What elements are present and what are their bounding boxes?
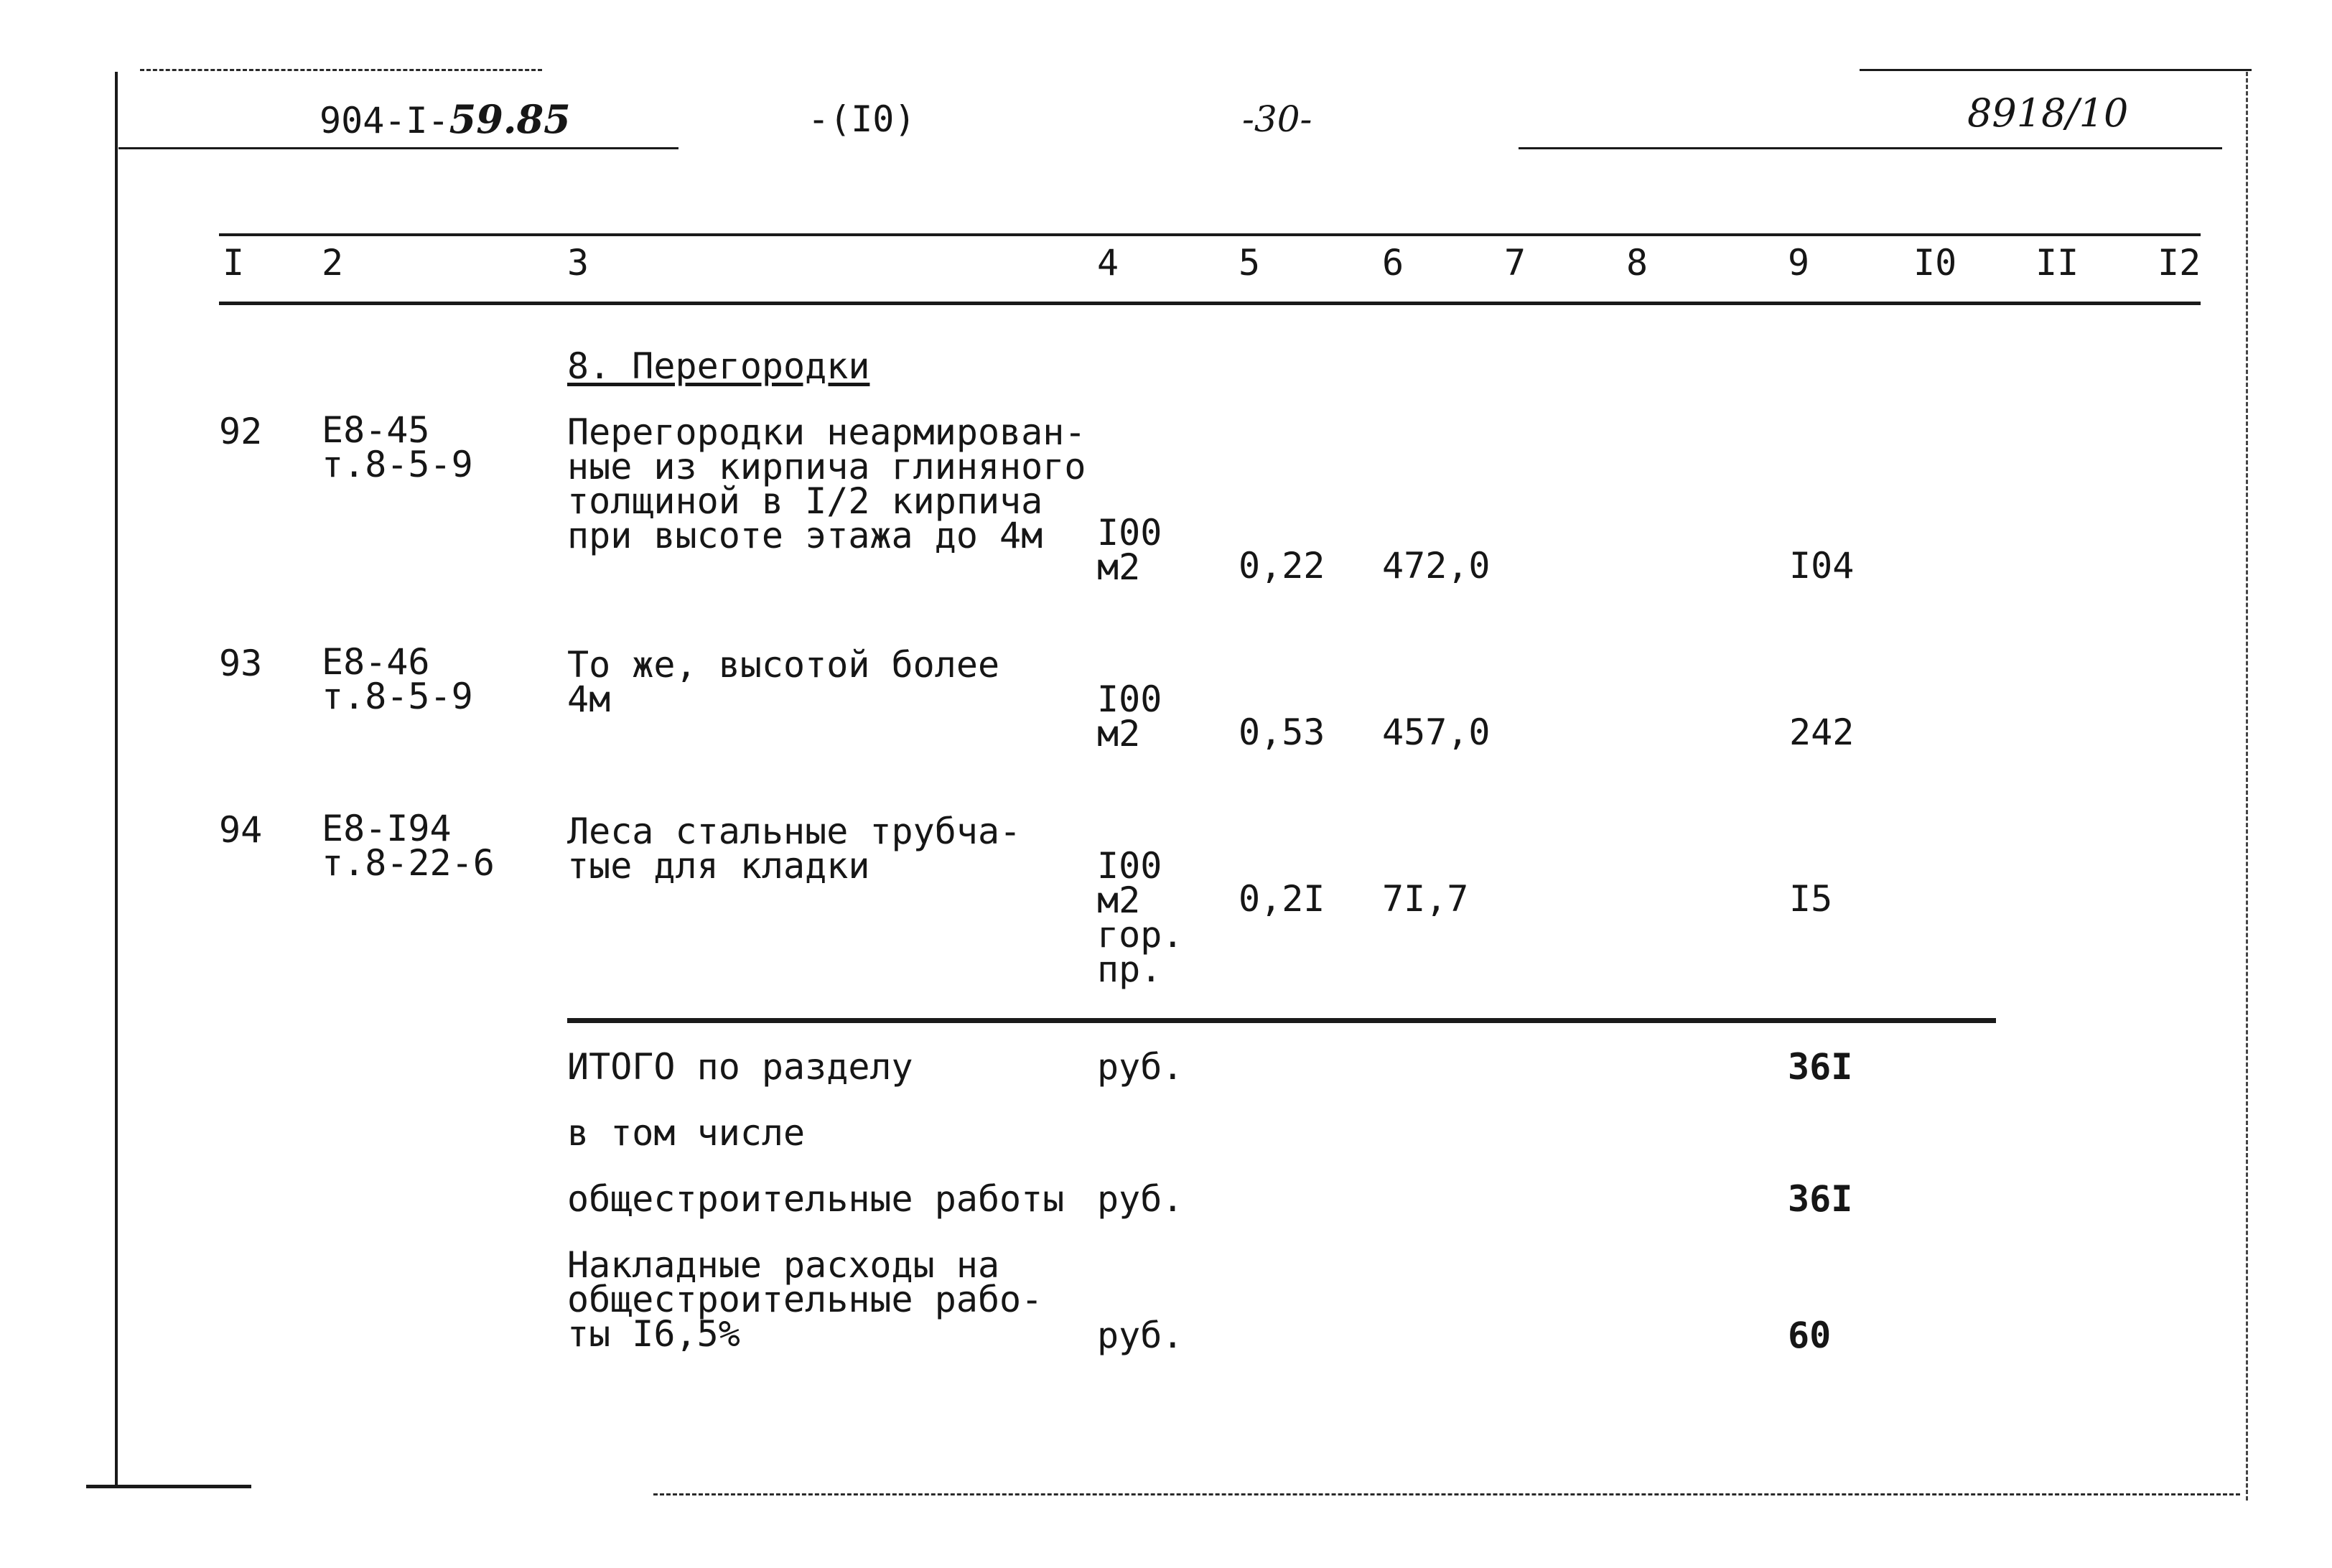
row-number: 93	[219, 643, 263, 684]
construction-works-label: общестроительные работы	[567, 1178, 1065, 1220]
row-cost: I5	[1789, 878, 1833, 920]
row-unit: I00 м2 гор. пр.	[1097, 845, 1184, 990]
row-price: 457,0	[1382, 711, 1491, 753]
frame-bottom-left-line	[86, 1485, 251, 1488]
archive-number-handwritten: 8918/10	[1967, 90, 2129, 136]
header-rule-left	[118, 147, 678, 149]
column-header-8: 8	[1626, 242, 1648, 284]
row-description: То же, высотой более 4м	[567, 644, 1000, 720]
column-header-10: I0	[1913, 242, 1957, 284]
row-description: Перегородки неармирован- ные из кирпича глиняного толщиной в I/2 кирпича при высоте этажа до 4м	[567, 411, 1086, 556]
column-header-5: 5	[1239, 242, 1261, 284]
column-header-12: I2	[2158, 242, 2201, 284]
row-unit: I00 м2	[1097, 512, 1162, 588]
column-header-1: I	[223, 242, 245, 284]
row-code: E8-I94 т.8-22-6	[322, 808, 495, 884]
table-header-top-rule	[219, 233, 2201, 236]
overhead-value: 60	[1788, 1315, 1832, 1356]
row-quantity: 0,53	[1239, 711, 1325, 753]
project-code	[320, 96, 571, 142]
column-header-7: 7	[1504, 242, 1526, 284]
column-header-4: 4	[1097, 242, 1119, 284]
including-label: в том числе	[567, 1112, 806, 1154]
row-description: Леса стальные трубча- тые для кладки	[567, 811, 1022, 887]
construction-works-value: 36I	[1788, 1178, 1853, 1220]
section-title: 8. Перегородки	[567, 345, 870, 387]
total-label: ИТОГО по разделу	[567, 1046, 913, 1088]
frame-right-dash	[2246, 72, 2248, 1501]
project-code-handwritten: 59.85	[449, 96, 571, 142]
project-code-printed: 904-I-	[320, 100, 449, 141]
frame-bottom-dash	[653, 1493, 2240, 1495]
overhead-unit: руб.	[1097, 1315, 1184, 1356]
column-header-6: 6	[1382, 242, 1404, 284]
column-header-2: 2	[322, 242, 344, 284]
sheet-number: -(I0)	[808, 98, 916, 140]
row-code: E8-46 т.8-5-9	[322, 641, 473, 717]
frame-top-right-line	[1860, 69, 2252, 71]
total-value: 36I	[1788, 1046, 1853, 1088]
total-unit: руб.	[1097, 1046, 1184, 1088]
frame-left-line	[115, 72, 118, 1486]
column-header-11: II	[2035, 242, 2079, 284]
overhead-label: Накладные расходы на общестроительные рабо- ты I6,5%	[567, 1244, 1043, 1355]
row-price: 7I,7	[1382, 878, 1469, 920]
row-unit: I00 м2	[1097, 678, 1162, 755]
page-number-handwritten: -30-	[1242, 98, 1312, 140]
header-rule-right	[1519, 147, 2222, 149]
row-cost: I04	[1789, 545, 1855, 587]
row-price: 472,0	[1382, 545, 1491, 587]
column-header-3: 3	[567, 242, 589, 284]
construction-works-unit: руб.	[1097, 1178, 1184, 1220]
row-number: 92	[219, 411, 263, 452]
row-quantity: 0,2I	[1239, 878, 1325, 920]
totals-rule	[567, 1018, 1996, 1023]
table-header-bottom-rule	[219, 302, 2201, 305]
row-number: 94	[219, 809, 263, 851]
column-header-9: 9	[1788, 242, 1810, 284]
row-code: E8-45 т.8-5-9	[322, 409, 473, 485]
frame-top-left-dash	[140, 69, 542, 71]
row-cost: 242	[1789, 711, 1855, 753]
row-quantity: 0,22	[1239, 545, 1325, 587]
